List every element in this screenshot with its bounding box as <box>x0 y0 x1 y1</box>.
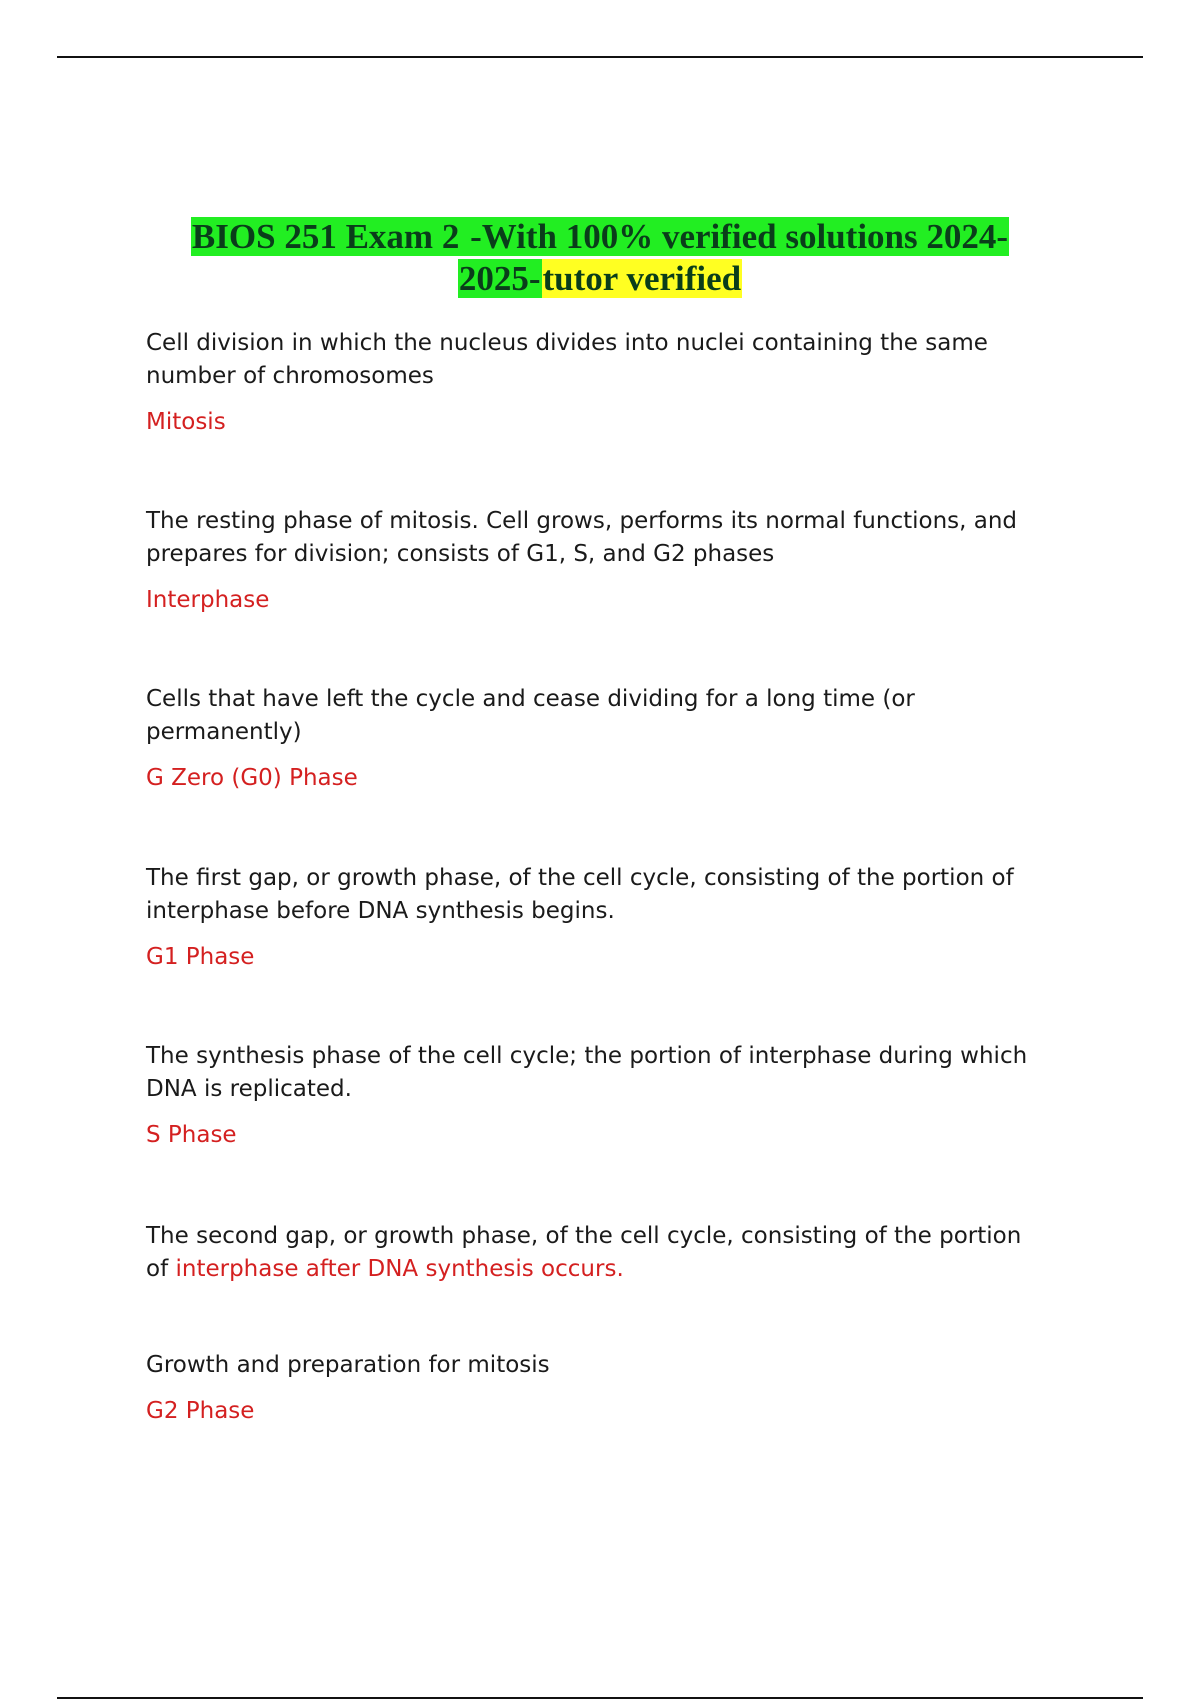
answer-text: S Phase <box>146 1122 237 1148</box>
qa-item-mitosis <box>146 327 1046 437</box>
question-text: The first gap, or growth phase, of the cell cycle, consisting of the portion of interphase before DNA synthesis begins. <box>146 865 1014 924</box>
question-text: The resting phase of mitosis. Cell grows, performs its normal functions, and prepares for division; consists of G1, S, and G2 phases <box>146 508 1018 567</box>
title-part-2: -With 100% verified solutions 2024- <box>470 217 1009 257</box>
answer-text: G2 Phase <box>146 1398 255 1424</box>
question-text <box>146 1220 1046 1286</box>
question-text-black: The second gap, or growth phase, of the cell cycle, consisting of the portion of <box>146 1223 1022 1282</box>
answer-text: G Zero (G0) Phase <box>146 765 358 791</box>
question-text-red: interphase after DNA synthesis occurs. <box>175 1256 624 1282</box>
qa-item-g1-phase <box>146 862 1046 972</box>
question-text: Growth and preparation for mitosis <box>146 1352 550 1378</box>
bottom-rule <box>57 1697 1143 1699</box>
answer-text: G1 Phase <box>146 944 255 970</box>
question-text: Cells that have left the cycle and cease dividing for a long time (or permanently) <box>146 686 915 745</box>
title-part-4: tutor verified <box>542 259 742 299</box>
title-part-1: BIOS 251 Exam 2 <box>191 217 469 257</box>
qa-item-interphase <box>146 505 1046 615</box>
top-rule <box>57 56 1143 58</box>
question-text: The synthesis phase of the cell cycle; the portion of interphase during which DNA is replicated. <box>146 1043 1028 1102</box>
qa-item-g0-phase <box>146 683 1046 793</box>
question-text: Cell division in which the nucleus divides into nuclei containing the same number of chromosomes <box>146 330 988 389</box>
document-title <box>100 216 1100 300</box>
qa-item-g2-gap <box>146 1220 1046 1286</box>
answer-text: Interphase <box>146 587 270 613</box>
answer-text: Mitosis <box>146 409 226 435</box>
qa-item-s-phase <box>146 1040 1046 1150</box>
title-part-3: 2025- <box>458 259 541 299</box>
qa-item-g2-phase <box>146 1349 1046 1426</box>
